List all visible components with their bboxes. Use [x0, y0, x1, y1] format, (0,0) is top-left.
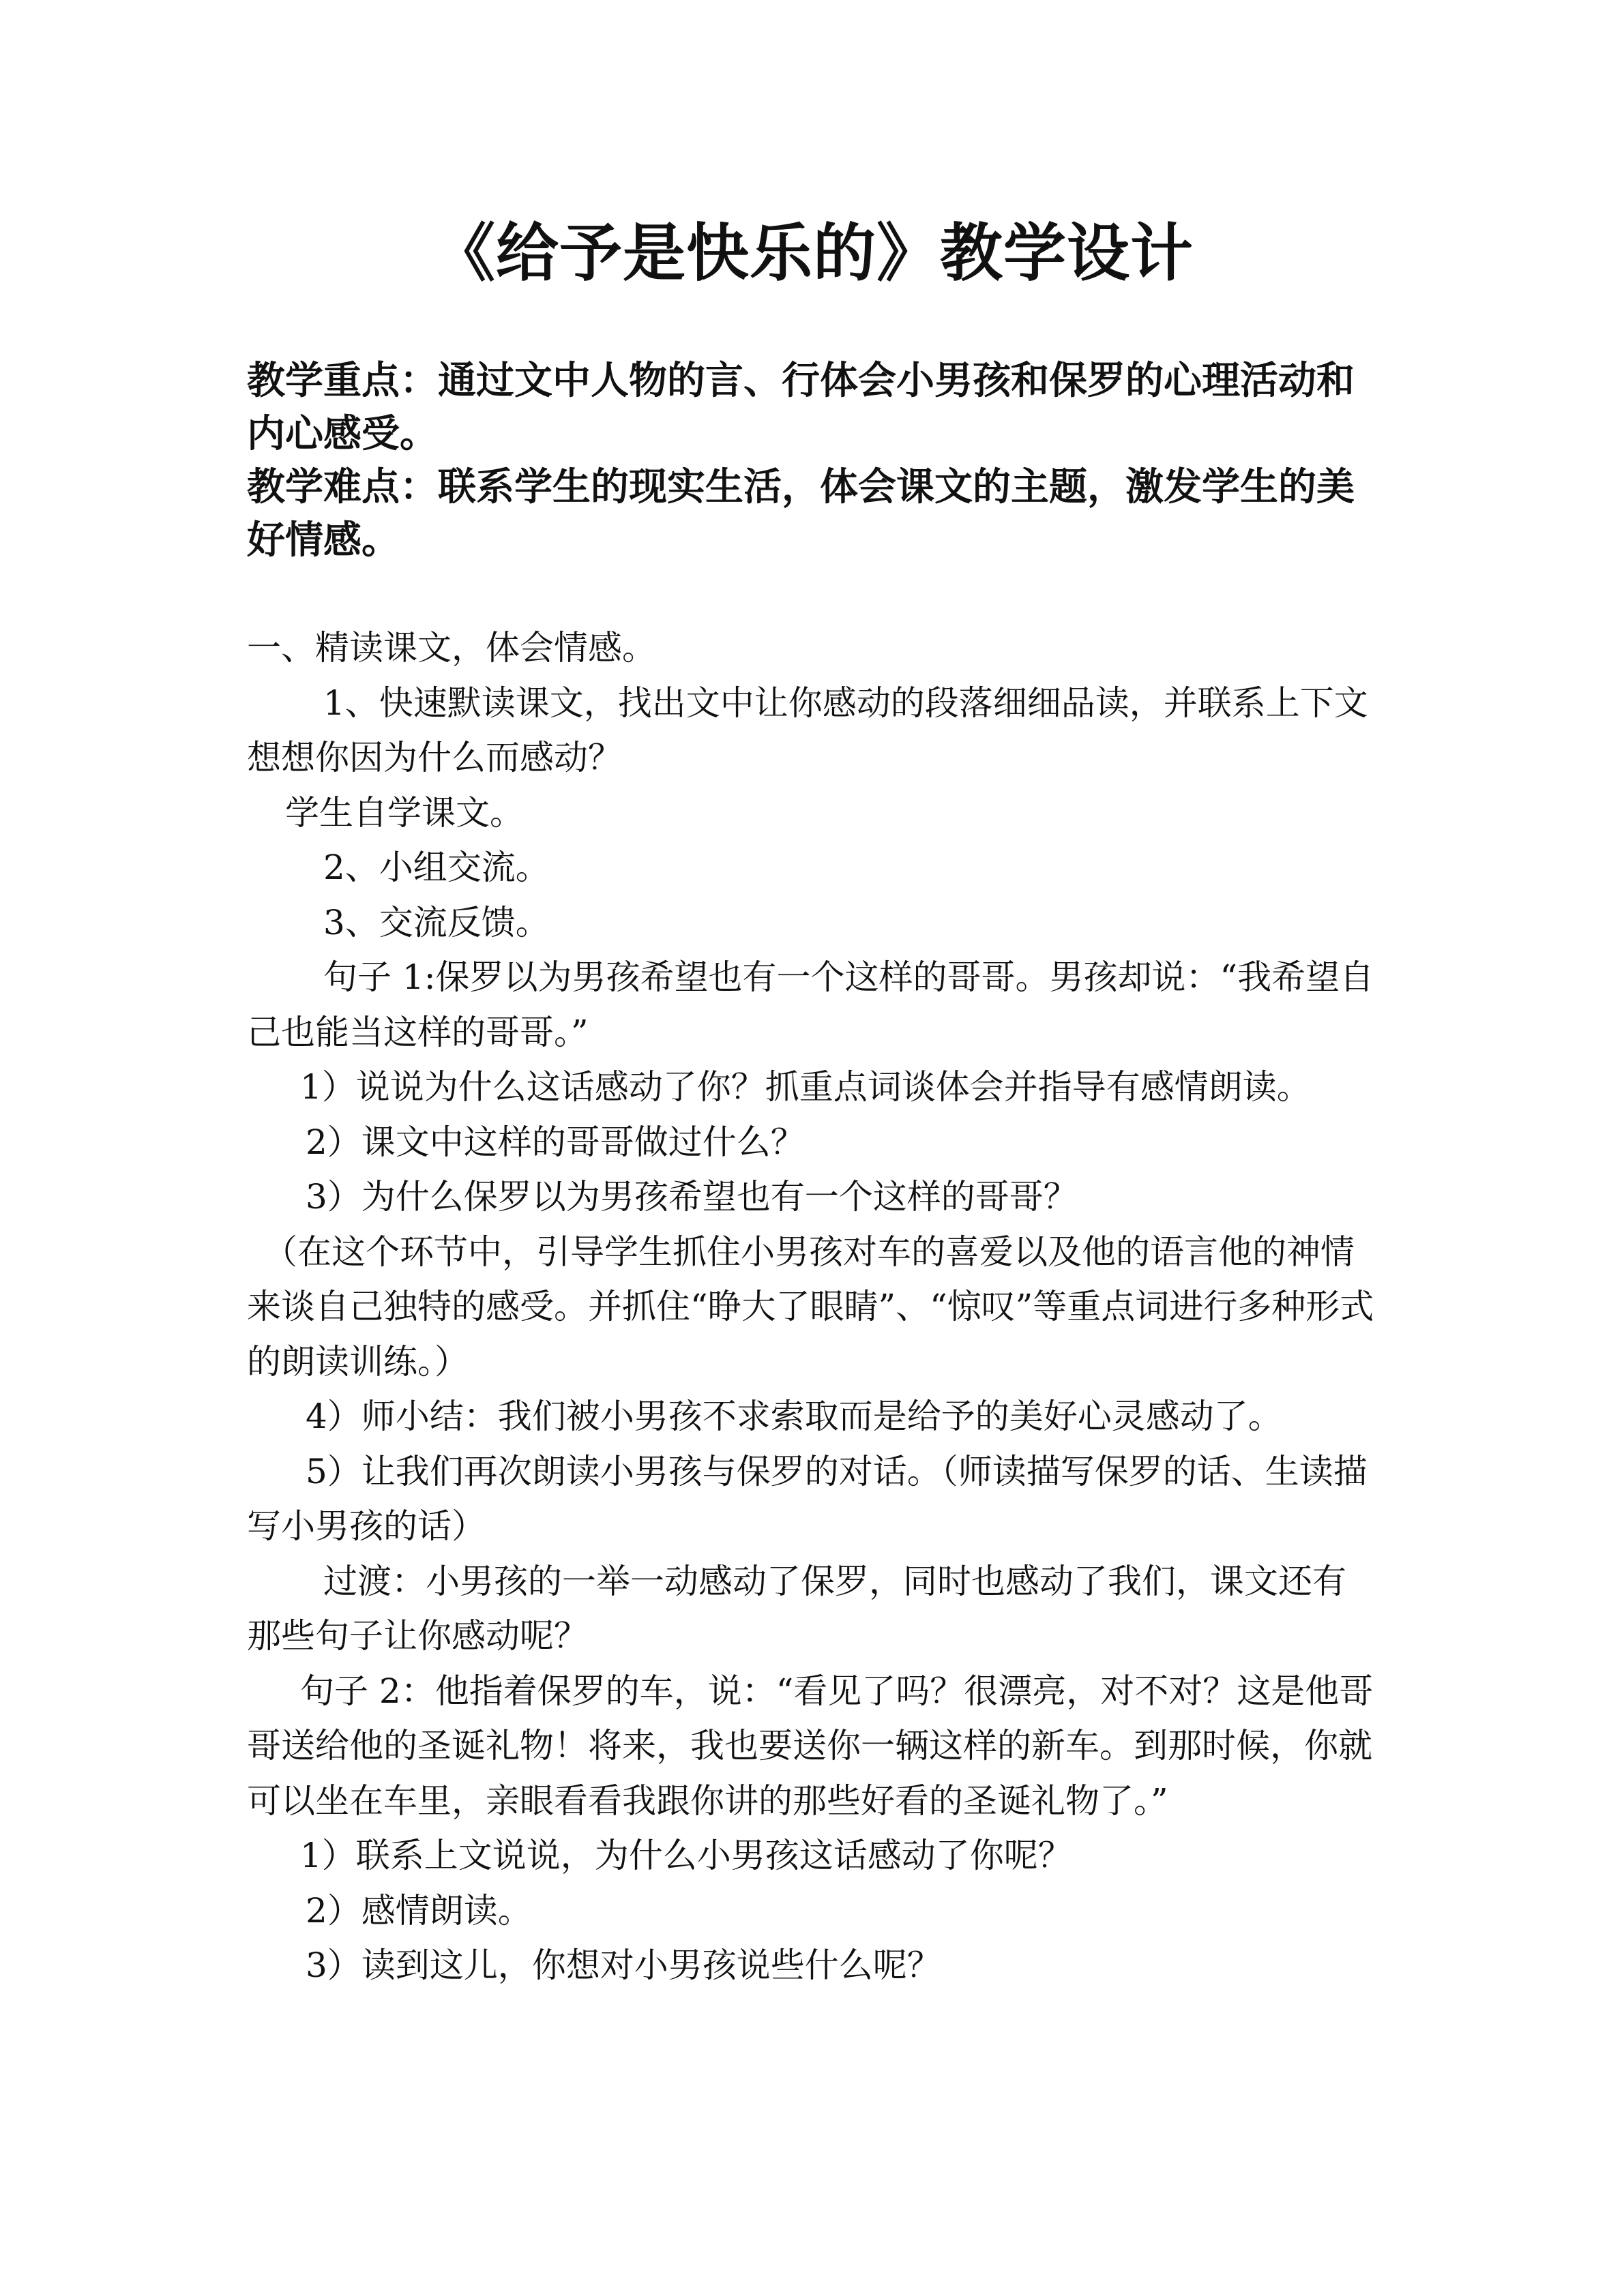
teaching-focus [247, 355, 1365, 461]
sentence-1-question-1: 1）说说为什么这话感动了你？抓重点词谈体会并指导有感情朗读。 [300, 1067, 1311, 1107]
sentence-1-question-5: 5）让我们再次朗读小男孩与保罗的对话。（师读描写保罗的话、生读描写小男孩的话） [247, 1451, 1368, 1546]
step-3: 3、交流反馈。 [323, 902, 550, 942]
teaching-focus-label: 教学重点： [247, 359, 438, 403]
sentence-1-question-2: 2）课文中这样的哥哥做过什么？ [306, 1122, 805, 1162]
sentence-2-question-1: 1）联系上文说说，为什么小男孩这话感动了你呢？ [300, 1836, 1072, 1875]
step-1-text: 1、快速默读课文，找出文中让你感动的段落细细品读，并联系上下文想想你因为什么而感动？ [247, 683, 1368, 777]
sentence-2-question-3: 3）读到这儿，你想对小男孩说些什么呢？ [306, 1945, 941, 1985]
teaching-difficulty-label: 教学难点： [247, 465, 438, 509]
sentence-1-question-4: 4）师小结：我们被小男孩不求索取而是给予的美好心灵感动了。 [306, 1397, 1282, 1436]
section-heading: 一、精读课文，体会情感。 [247, 628, 656, 668]
sentence-2-question-2: 2）感情朗读。 [306, 1890, 532, 1930]
document-title: 《给予是快乐的》教学设计 [432, 217, 1194, 290]
sentence-1: 句子 1:保罗以为男孩希望也有一个这样的哥哥。男孩却说：“我希望自己也能当这样的哥哥。” [247, 957, 1374, 1052]
sentence-2: 句子 2：他指着保罗的车，说：“看见了吗？很漂亮，对不对？这是他哥哥送给他的圣诞礼物！将来，我也要送你一辆这样的新车。到那时候，你就可以坐在车里，亲眼看看我跟你讲的那些好看的圣诞礼物了。” [247, 1671, 1374, 1821]
teaching-difficulty [247, 461, 1365, 567]
transition: 过渡：小男孩的一举一动感动了保罗，同时也感动了我们，课文还有那些句子让你感动呢？ [247, 1561, 1346, 1656]
sentence-1-note: （在这个环节中，引导学生抓住小男孩对车的喜爱以及他的语言他的神情来谈自己独特的感受。并抓住“睁大了眼睛”、“惊叹”等重点词进行多种形式的朗读训练。） [247, 1232, 1374, 1382]
lesson-body [247, 621, 1379, 1993]
teaching-difficulty-text: 联系学生的现实生活，体会课文的主题，激发学生的美好情感。 [247, 465, 1355, 563]
teaching-focus-text: 通过文中人物的言、行体会小男孩和保罗的心理活动和内心感受。 [247, 359, 1355, 456]
step-2: 2、小组交流。 [323, 848, 550, 887]
step-1 [247, 676, 1379, 786]
sentence-1-question-3: 3）为什么保罗以为男孩希望也有一个这样的哥哥？ [306, 1177, 1078, 1217]
self-study: 学生自学课文。 [285, 792, 524, 833]
